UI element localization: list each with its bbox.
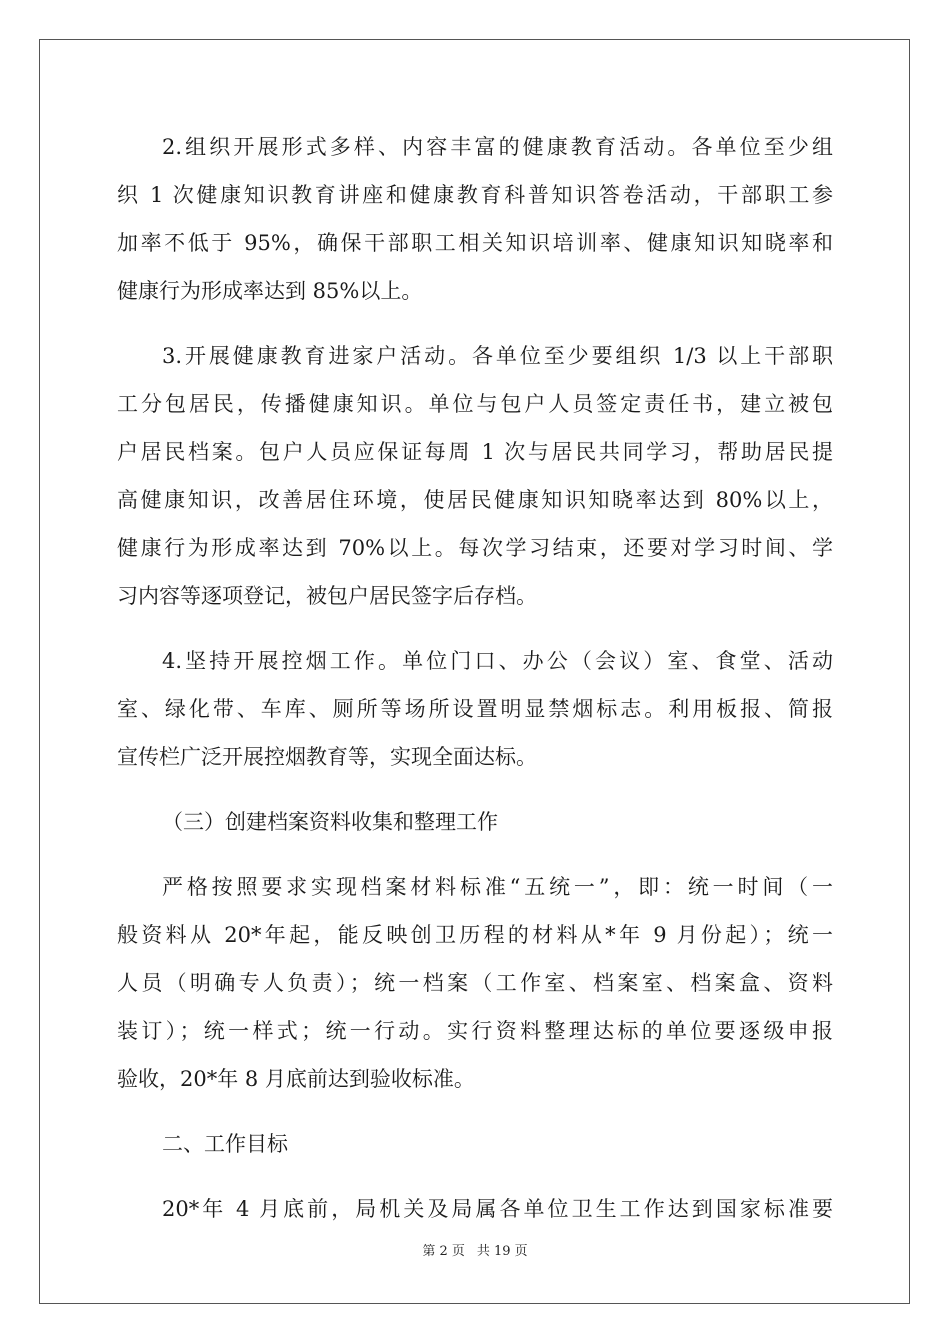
paragraph xyxy=(117,637,833,781)
text-line: 4.坚持开展控烟工作。单位门口、办公（会议）室、食堂、活动 xyxy=(162,649,833,673)
text-line: 般资料从 20*年起，能反映创卫历程的材料从*年 9 月份起）；统一 xyxy=(117,923,833,947)
document-body xyxy=(117,123,833,1233)
text-line: 3.开展健康教育进家户活动。各单位至少要组织 1/3 以上干部职 xyxy=(162,344,833,368)
text-line: 织 1 次健康知识教育讲座和健康教育科普知识答卷活动，干部职工参 xyxy=(117,183,833,207)
paragraph xyxy=(117,332,833,620)
page-footer xyxy=(0,1244,950,1260)
page-total: 共 19 页 xyxy=(476,1244,528,1259)
text-line: 健康行为形成率达到 70%以上。每次学习结束，还要对学习时间、学 xyxy=(117,536,833,560)
text-line: 加率不低于 95%，确保干部职工相关知识培训率、健康知识知晓率和 xyxy=(117,231,833,255)
text-line: 装订）；统一样式；统一行动。实行资料整理达标的单位要逐级申报 xyxy=(117,1019,833,1043)
paragraph xyxy=(117,863,833,1103)
text-line: 严格按照要求实现档案材料标准“五统一”，即：统一时间（一 xyxy=(162,875,833,899)
text-line: 健康行为形成率达到 85%以上。 xyxy=(117,279,423,303)
text-line: 高健康知识，改善居住环境，使居民健康知识知晓率达到 80%以上， xyxy=(117,488,833,512)
text-line: 工分包居民，传播健康知识。单位与包户人员签定责任书，建立被包 xyxy=(117,392,833,416)
text-line: 2.组织开展形式多样、内容丰富的健康教育活动。各单位至少组 xyxy=(162,135,833,159)
text-line: 户居民档案。包户人员应保证每周 1 次与居民共同学习，帮助居民提 xyxy=(117,440,833,464)
heading-text: 二、工作目标 xyxy=(162,1132,288,1156)
paragraph xyxy=(117,1185,833,1233)
text-line: 室、绿化带、车库、厕所等场所设置明显禁烟标志。利用板报、简报 xyxy=(117,697,833,721)
text-line: 宣传栏广泛开展控烟教育等，实现全面达标。 xyxy=(117,745,537,769)
text-line: 20*年 4 月底前，局机关及局属各单位卫生工作达到国家标准要 xyxy=(162,1197,833,1221)
section-heading xyxy=(117,1120,833,1168)
section-heading xyxy=(117,798,833,846)
page-number: 第 2 页 xyxy=(422,1244,465,1259)
paragraph xyxy=(117,123,833,315)
text-line: 习内容等逐项登记，被包户居民签字后存档。 xyxy=(117,584,537,608)
heading-text: （三）创建档案资料收集和整理工作 xyxy=(162,810,498,834)
text-line: 人员（明确专人负责）；统一档案（工作室、档案室、档案盒、资料 xyxy=(117,971,833,995)
text-line: 验收，20*年 8 月底前达到验收标准。 xyxy=(117,1067,475,1091)
